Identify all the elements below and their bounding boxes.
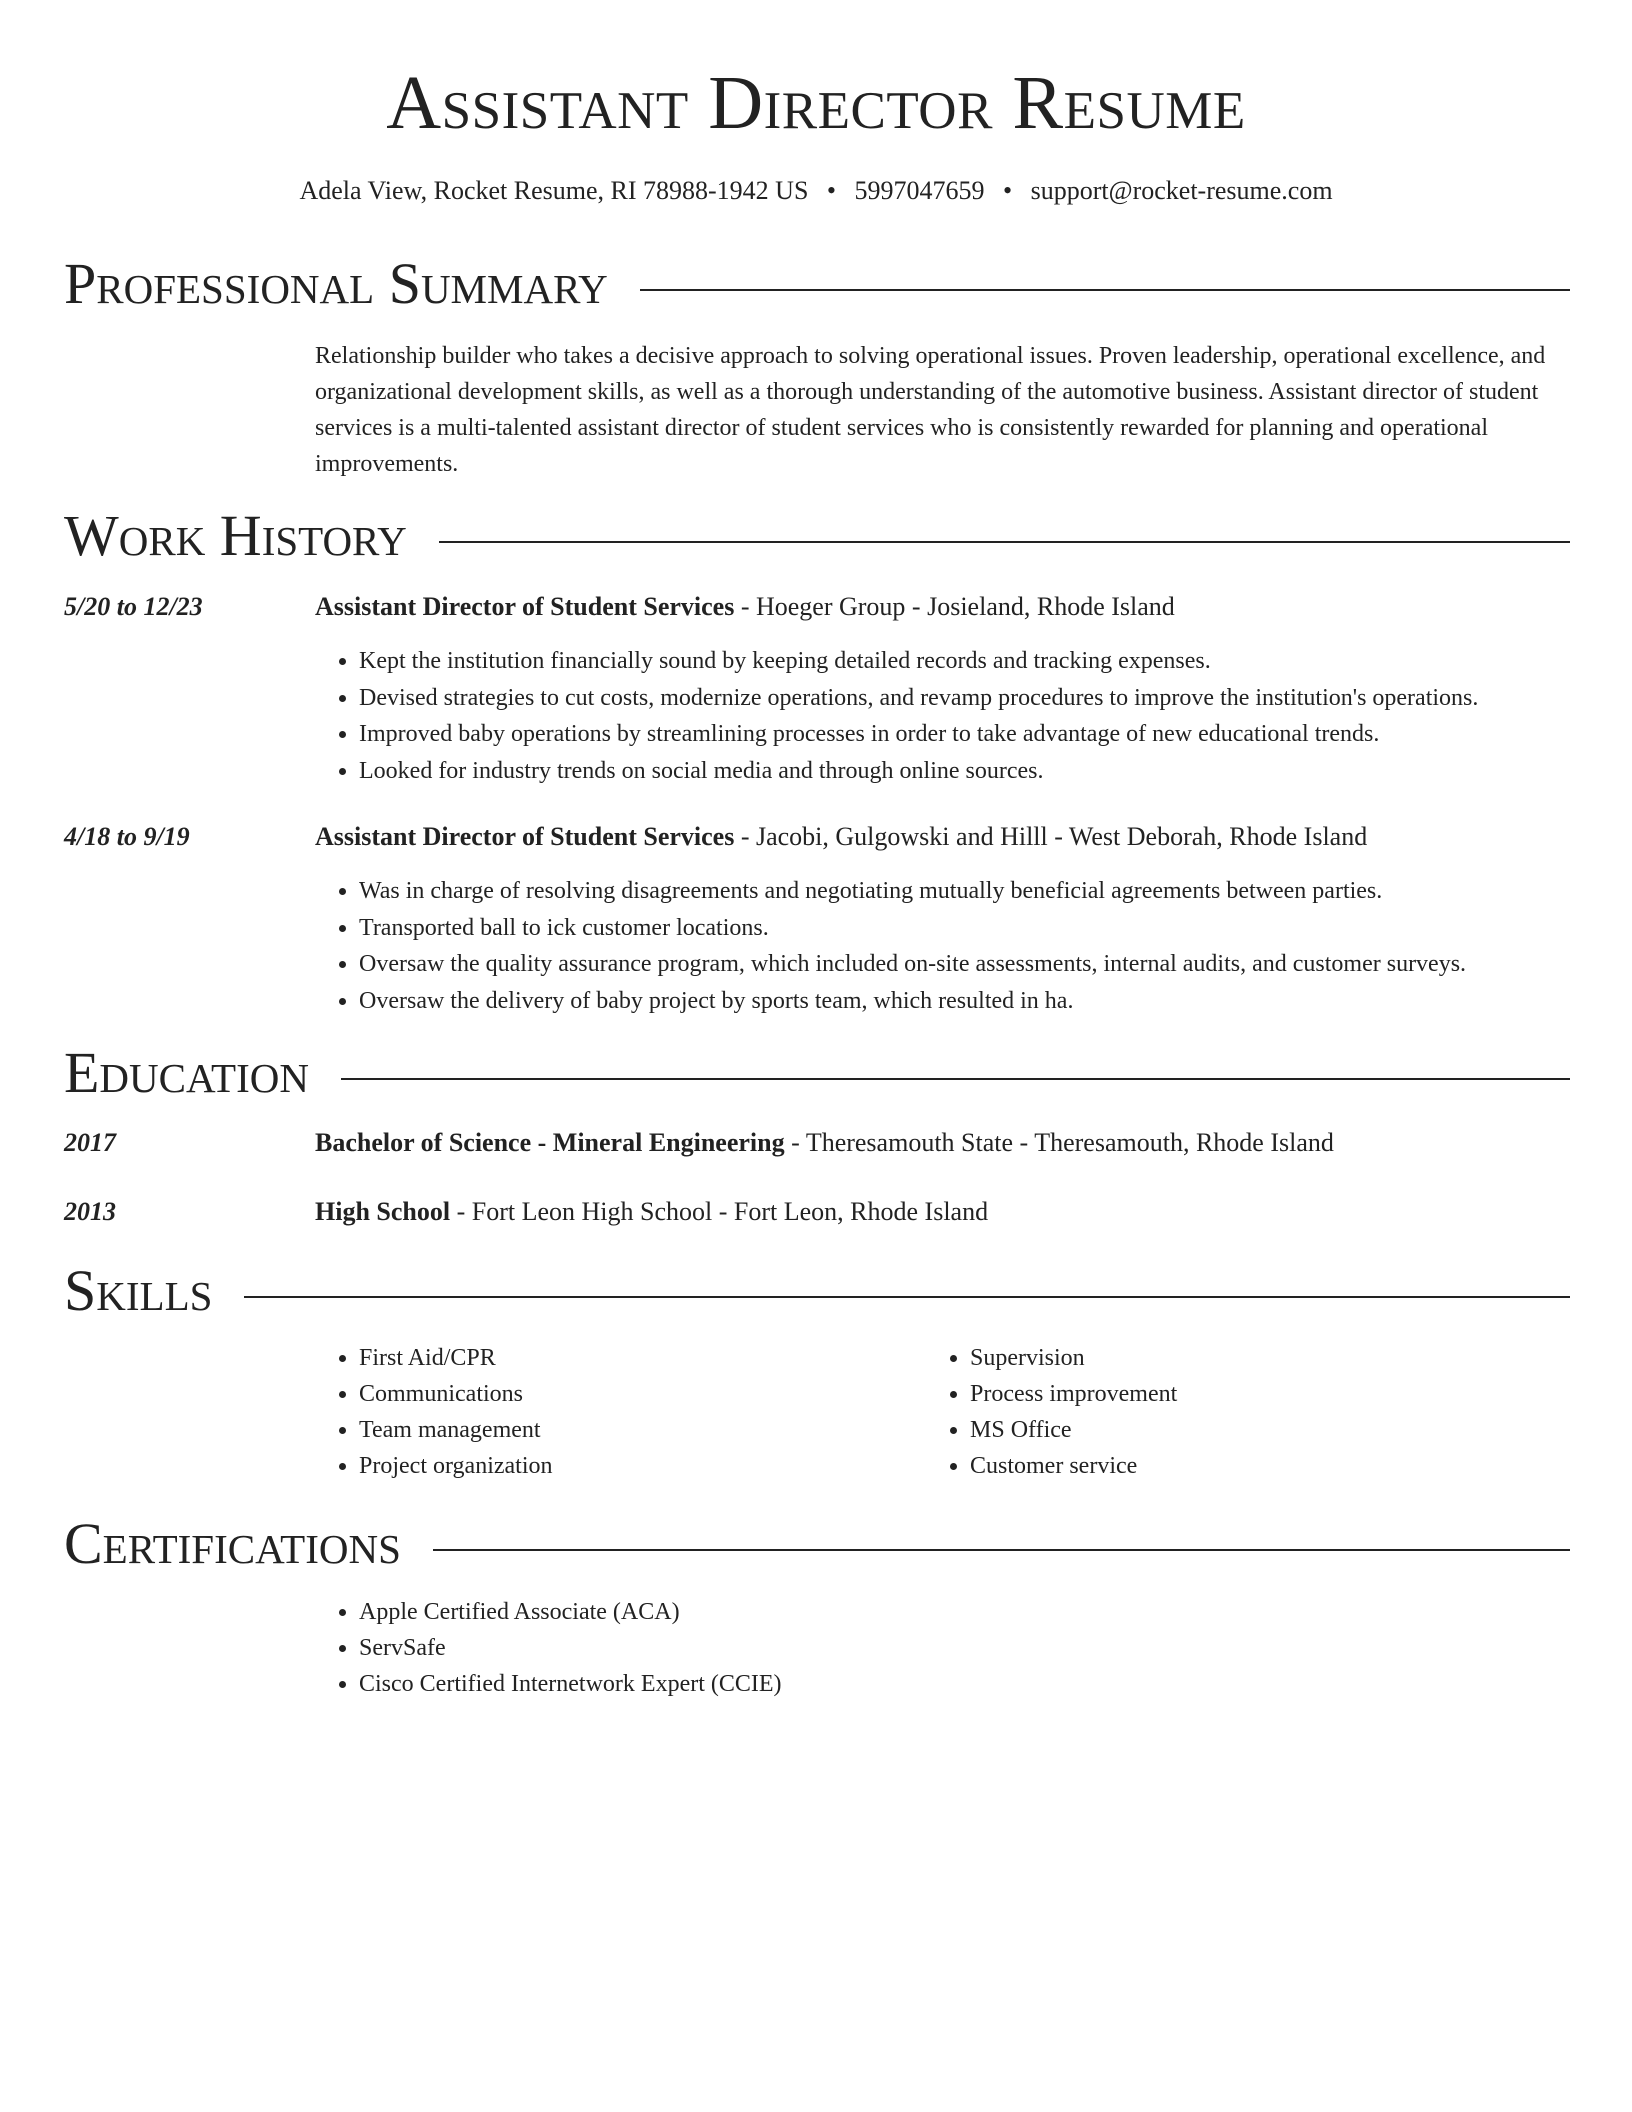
skill-item: • First Aid/CPR — [359, 1340, 553, 1376]
skills-list-left — [315, 1340, 553, 1484]
education-year: 2013 — [64, 1197, 116, 1226]
summary-section-header — [64, 252, 1570, 316]
skill-item: • Process improvement — [970, 1376, 1177, 1412]
certification-item: • Apple Certified Associate (ACA) — [359, 1594, 782, 1630]
certifications-section-header — [64, 1512, 1570, 1576]
skill-item: • MS Office — [970, 1412, 1177, 1448]
contact-separator: • — [1003, 176, 1013, 205]
resume-title: Assistant Director Resume — [386, 61, 1246, 145]
contact-line — [0, 174, 1632, 208]
list-item: • Looked for industry trends on social media and through online sources. — [359, 753, 1478, 790]
skill-item: • Project organization — [359, 1448, 553, 1484]
section-divider — [640, 289, 1570, 291]
education-heading — [315, 1126, 1334, 1160]
section-title-summary: Professional Summary — [64, 251, 608, 316]
skill-item: • Team management — [359, 1412, 553, 1448]
list-item: • Was in charge of resolving disagreements and negotiating mutually beneficial agreements between parties. — [359, 873, 1466, 910]
section-title-skills: Skills — [64, 1258, 213, 1323]
certification-item: • Cisco Certified Internetwork Expert (CCIE) — [359, 1666, 782, 1702]
education-year: 2017 — [64, 1128, 116, 1157]
education-school-details: - Theresamouth State - Theresamouth, Rhode Island — [784, 1128, 1334, 1157]
certifications-list — [315, 1594, 782, 1702]
contact-separator: • — [826, 176, 837, 205]
education-degree: High School — [315, 1197, 451, 1226]
list-item: • Transported ball to ick customer locations. — [359, 910, 1466, 947]
contact-address: Adela View, Rocket Resume, RI 78988-1942 US — [299, 176, 809, 205]
skill-item: • Customer service — [970, 1448, 1177, 1484]
work-job-title: Assistant Director of Student Services — [315, 822, 735, 851]
skill-item: • Communications — [359, 1376, 553, 1412]
education-school-details: - Fort Leon High School - Fort Leon, Rhode Island — [450, 1197, 989, 1226]
list-item: • Devised strategies to cut costs, modernize operations, and revamp procedures to improve the institution's operations. — [359, 680, 1478, 717]
work-heading — [315, 590, 1175, 624]
section-divider — [433, 1549, 1570, 1551]
list-item: • Oversaw the delivery of baby project by sports team, which resulted in ha. — [359, 983, 1466, 1020]
list-item: • Improved baby operations by streamlining processes in order to take advantage of new educational trends. — [359, 716, 1478, 753]
section-divider — [244, 1296, 1570, 1298]
certification-item: • ServSafe — [359, 1630, 782, 1666]
work-dates: 4/18 to 9/19 — [64, 822, 190, 851]
work-dates: 5/20 to 12/23 — [64, 592, 203, 621]
section-divider — [439, 541, 1570, 543]
education-section-header — [64, 1041, 1570, 1105]
work-bullets — [315, 873, 1466, 1019]
skills-list-right — [926, 1340, 1177, 1484]
work-employer-details: - Jacobi, Gulgowski and Hilll - West Deborah, Rhode Island — [734, 822, 1368, 851]
work-employer-details: - Hoeger Group - Josieland, Rhode Island — [734, 592, 1175, 621]
section-divider — [341, 1078, 1570, 1080]
work-bullets — [315, 643, 1478, 789]
section-title-certifications: Certifications — [64, 1511, 401, 1576]
skills-section-header — [64, 1259, 1570, 1323]
education-degree: Bachelor of Science - Mineral Engineering — [315, 1128, 785, 1157]
list-item: • Oversaw the quality assurance program, which included on-site assessments, internal audits, and customer surveys. — [359, 946, 1466, 983]
section-title-work: Work History — [64, 503, 407, 568]
contact-email: support@rocket-resume.com — [1030, 176, 1333, 205]
contact-phone: 5997047659 — [854, 176, 985, 205]
summary-text: Relationship builder who takes a decisive approach to solving operational issues. Proven leadership, operational excellence, and organizational development skills, as well as a thorough understanding of the automotive business. Assistant director of student services is a multi-talented assistant director of student services who is consistently rewarded for planning and operational improvements. — [315, 343, 1546, 477]
section-title-education: Education — [64, 1040, 309, 1105]
work-job-title: Assistant Director of Student Services — [315, 592, 735, 621]
work-section-header — [64, 504, 1570, 568]
education-heading — [315, 1195, 988, 1229]
work-heading — [315, 820, 1367, 854]
skill-item: • Supervision — [970, 1340, 1177, 1376]
list-item: • Kept the institution financially sound by keeping detailed records and tracking expenses. — [359, 643, 1478, 680]
